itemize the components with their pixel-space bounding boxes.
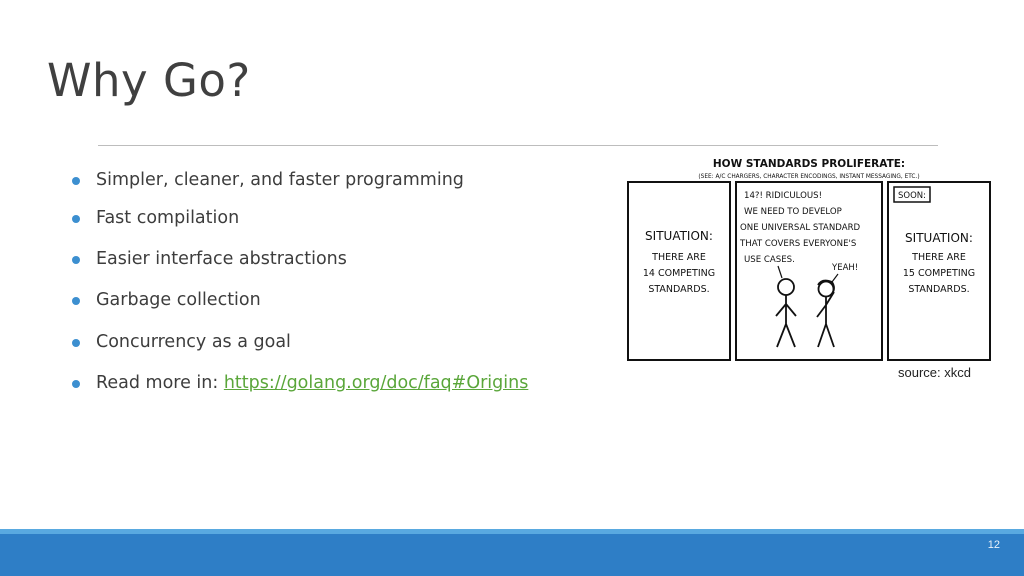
- bullet-text: [96, 373, 528, 393]
- svg-text:THERE ARE: THERE ARE: [652, 252, 706, 263]
- golang-faq-link[interactable]: https://golang.org/doc/faq#Origins: [223, 373, 529, 393]
- svg-text:STANDARDS.: STANDARDS.: [648, 284, 710, 295]
- svg-text:14?! RIDICULOUS!: 14?! RIDICULOUS!: [744, 191, 823, 201]
- bullet-dot-icon: [72, 297, 80, 305]
- svg-text:SITUATION:: SITUATION:: [905, 231, 973, 245]
- footer-bar: [0, 534, 1024, 576]
- stick-figure-icon: [817, 281, 834, 347]
- bullet-text: Fast compilation: [96, 208, 240, 228]
- panel-3-label: SOON:: [898, 191, 926, 201]
- svg-text:14 COMPETING: 14 COMPETING: [642, 268, 716, 279]
- bullet-dot-icon: [72, 177, 80, 185]
- svg-text:SITUATION:: SITUATION:: [645, 229, 713, 243]
- svg-text:THERE ARE: THERE ARE: [912, 252, 966, 263]
- panel-1-caption: [643, 229, 715, 295]
- xkcd-comic: [626, 154, 992, 362]
- page-number: 12: [987, 539, 1000, 551]
- comic-subheader: (SEE: A/C CHARGERS, CHARACTER ENCODINGS, INSTANT MESSAGING, ETC.): [698, 174, 920, 180]
- bullet-dot-icon: [72, 256, 80, 264]
- svg-text:USE CASES.: USE CASES.: [744, 255, 795, 265]
- slide-title: Why Go?: [47, 54, 251, 107]
- read-more-label: Read more in:: [96, 373, 224, 393]
- stick-figure-icon: [776, 279, 796, 347]
- panel-2-speech: [739, 191, 861, 265]
- bullet-dot-icon: [72, 339, 80, 347]
- bullet-text: Garbage collection: [96, 290, 261, 310]
- bullet-text: Simpler, cleaner, and faster programming: [96, 170, 464, 190]
- panel-3-caption: [903, 231, 975, 295]
- image-source-caption: source: xkcd: [898, 365, 971, 380]
- panel-2-reply: YEAH!: [832, 263, 859, 273]
- comic-header: HOW STANDARDS PROLIFERATE:: [712, 158, 906, 170]
- bullet-dot-icon: [72, 215, 80, 223]
- bullet-text: Easier interface abstractions: [96, 249, 347, 269]
- svg-text:ONE UNIVERSAL STANDARD: ONE UNIVERSAL STANDARD: [740, 223, 861, 233]
- bullet-text: Concurrency as a goal: [96, 332, 291, 352]
- svg-text:STANDARDS.: STANDARDS.: [908, 284, 970, 295]
- svg-text:15 COMPETING: 15 COMPETING: [902, 268, 976, 279]
- title-divider: [98, 145, 938, 146]
- svg-text:THAT COVERS EVERYONE'S: THAT COVERS EVERYONE'S: [740, 239, 857, 249]
- svg-text:WE NEED TO DEVELOP: WE NEED TO DEVELOP: [744, 207, 842, 217]
- bullet-dot-icon: [72, 380, 80, 388]
